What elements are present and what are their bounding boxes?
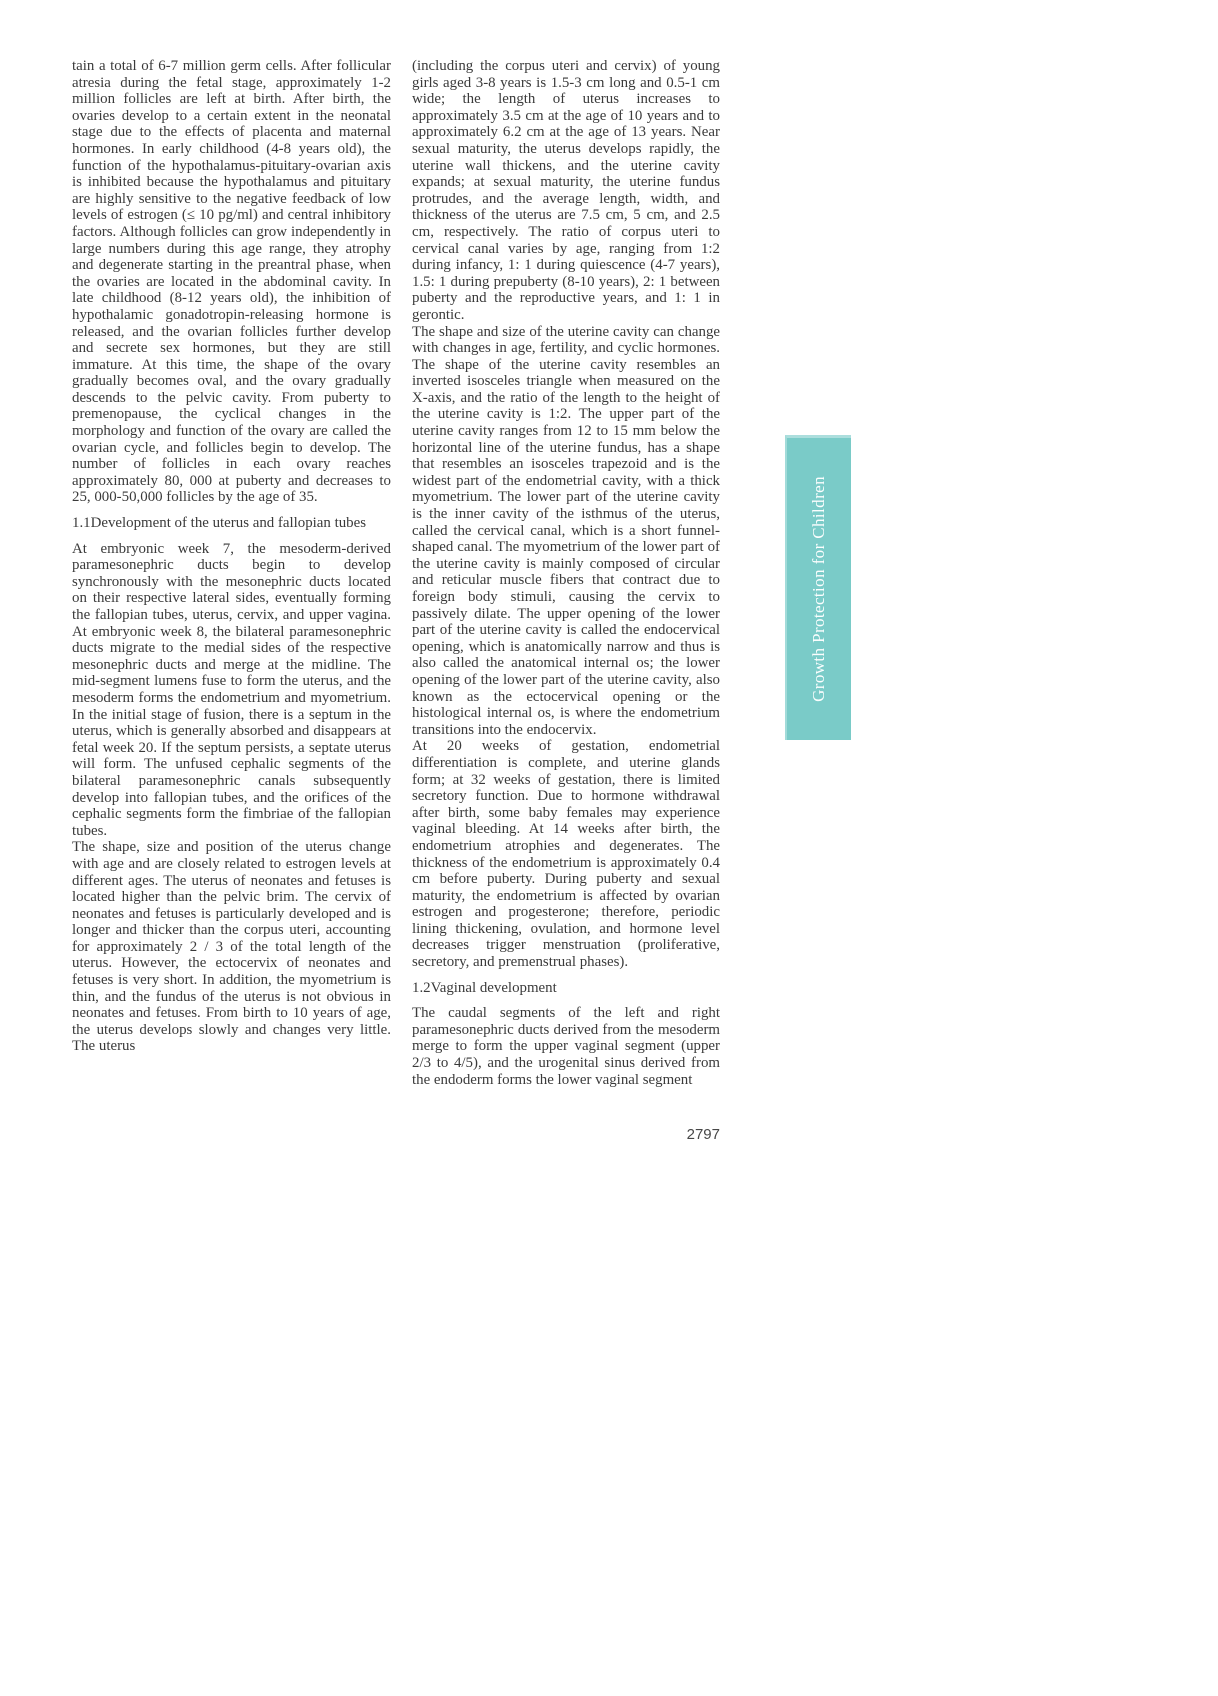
paragraph-vaginal-development: The caudal segments of the left and right paramesonephric ducts derived from the mesoderm merge to form the upper vaginal segment (upper 2/3 to 4/5), and the urogenital sinus derived from the endoderm forms the lower vaginal segment — [412, 1005, 720, 1088]
page-number: 2797 — [686, 1126, 720, 1143]
left-column — [72, 58, 391, 1088]
chapter-tab — [785, 435, 851, 740]
page-body — [72, 58, 720, 1088]
paragraph-uterus-shape-position: The shape, size and position of the uterus change with age and are closely related to estrogen levels at different ages. The uterus of neonates and fetuses is located higher than the pelvic brim. The cervix of neonates and fetuses is particularly developed and is longer and thicker than the corpus uteri, accounting for approximately 2 / 3 of the total length of the uterus. However, the ectocervix of neonates and fetuses is very short. In addition, the myometrium is thin, and the fundus of the uterus is not obvious in neonates and fetuses. From birth to 10 years of age, the uterus develops slowly and changes very little. The uterus — [72, 839, 391, 1055]
section-heading-1-2: 1.2Vaginal development — [412, 979, 557, 996]
paragraph-endometrium-development: At 20 weeks of gestation, endometrial differentiation is complete, and uterine glands form; at 32 weeks of gestation, there is limited secretory function. Due to hormone withdrawal after birth, some baby females may experience vaginal bleeding. At 14 weeks after birth, the endometrium atrophies and degenerates. The thickness of the endometrium is approximately 0.4 cm before puberty. During puberty and sexual maturity, the endometrium is affected by ovarian estrogen and progesterone; therefore, periodic lining thickening, ovulation, and hormone level decreases trigger menstruation (proliferative, secretory, and premenstrual phases). — [412, 738, 720, 971]
paragraph-embryonic-uterus: At embryonic week 7, the mesoderm-derived paramesonephric ducts begin to develop synchronously with the mesonephric ducts located on their respective lateral sides, eventually forming the fallopian tubes, uterus, cervix, and upper vagina. At embryonic week 8, the bilateral paramesonephric ducts migrate to the medial sides of the respective mesonephric ducts and merge at the midline. The mid-segment lumens fuse to form the uterus, and the mesoderm forms the endometrium and myometrium. In the initial stage of fusion, there is a septum in the uterus, which is generally absorbed and disappears at fetal week 20. If the septum persists, a septate uterus will form. The unfused cephalic segments of the bilateral paramesonephric canals subsequently develop into fallopian tubes, and the orifices of the cephalic segments form the fimbriae of the fallopian tubes. — [72, 540, 391, 839]
paragraph-ovary-development: tain a total of 6-7 million germ cells. After follicular atresia during the fetal stage, approximately 1-2 million follicles are left at birth. After birth, the ovaries develop to a certain extent in the neonatal stage due to the effects of placenta and maternal hormones. In early childhood (4-8 years old), the function of the hypothalamus-pituitary-ovarian axis is inhibited because the hypothalamus and pituitary are highly sensitive to the negative feedback of low levels of estrogen (≤ 10 pg/ml) and central inhibitory factors. Although follicles can grow independently in large numbers during this age range, they atrophy and degenerate starting in the preantral phase, when the ovaries are located in the abdominal cavity. In late childhood (8-12 years old), the inhibition of hypothalamic gonadotropin-releasing hormone is released, and the ovarian follicles further develop and secrete sex hormones, but they are still immature. At this time, the shape of the ovary gradually becomes oval, and the ovary gradually descends to the pelvic cavity. From puberty to premenopause, the cyclical changes in the morphology and function of the ovary are called the ovarian cycle, and follicles begin to develop. The number of follicles in each ovary reaches approximately 80, 000 at puberty and decreases to 25, 000-50,000 follicles by the age of 35. — [72, 58, 391, 506]
right-column — [412, 58, 720, 1088]
section-heading-1-1: 1.1Development of the uterus and fallopian tubes — [72, 515, 367, 532]
paragraph-uterus-growth-measurements: (including the corpus uteri and cervix) of young girls aged 3-8 years is 1.5-3 cm long and 0.5-1 cm wide; the length of uterus increases to approximately 3.5 cm at the age of 10 years and to approximately 6.2 cm at the age of 13 years. Near sexual maturity, the uterus develops rapidly, the uterine wall thickens, and the uterine cavity expands; at sexual maturity, the uterine fundus protrudes, and the average length, width, and thickness of the uterus are 7.5 cm, 5 cm, and 2.5 cm, respectively. The ratio of corpus uteri to cervical canal varies by age, ranging from 1:2 during infancy, 1: 1 during quiescence (4-7 years), 1.5: 1 during prepuberty (8-10 years), 2: 1 between puberty and the reproductive years, and 1: 1 in gerontic. — [412, 58, 720, 323]
chapter-tab-label: Growth Protection for Children — [809, 476, 828, 702]
paragraph-uterine-cavity: The shape and size of the uterine cavity can change with changes in age, fertility, and cyclic hormones. The shape of the uterine cavity resembles an inverted isosceles triangle when measured on the X-axis, and the ratio of the length to the height of the uterine cavity is 1:2. The upper part of the uterine cavity ranges from 12 to 15 mm below the horizontal line of the uterine fundus, has a shape that resembles an isosceles trapezoid and is the widest part of the endometrial cavity, with a thick myometrium. The lower part of the uterine cavity is the inner cavity of the isthmus of the uterus, called the cervical canal, which is a short funnel-shaped canal. The myometrium of the lower part of the uterine cavity is mainly composed of circular and reticular muscle fibers that contract due to foreign body stimuli, causing the cervix to passively dilate. The upper opening of the lower part of the uterine cavity is called the endocervical opening, which is anatomically narrow and thus is also called the anatomical internal os; the lower opening of the lower part of the uterine cavity, also known as the ectocervical opening or the histological internal os, is where the endometrium transitions into the endocervix. — [412, 323, 720, 738]
